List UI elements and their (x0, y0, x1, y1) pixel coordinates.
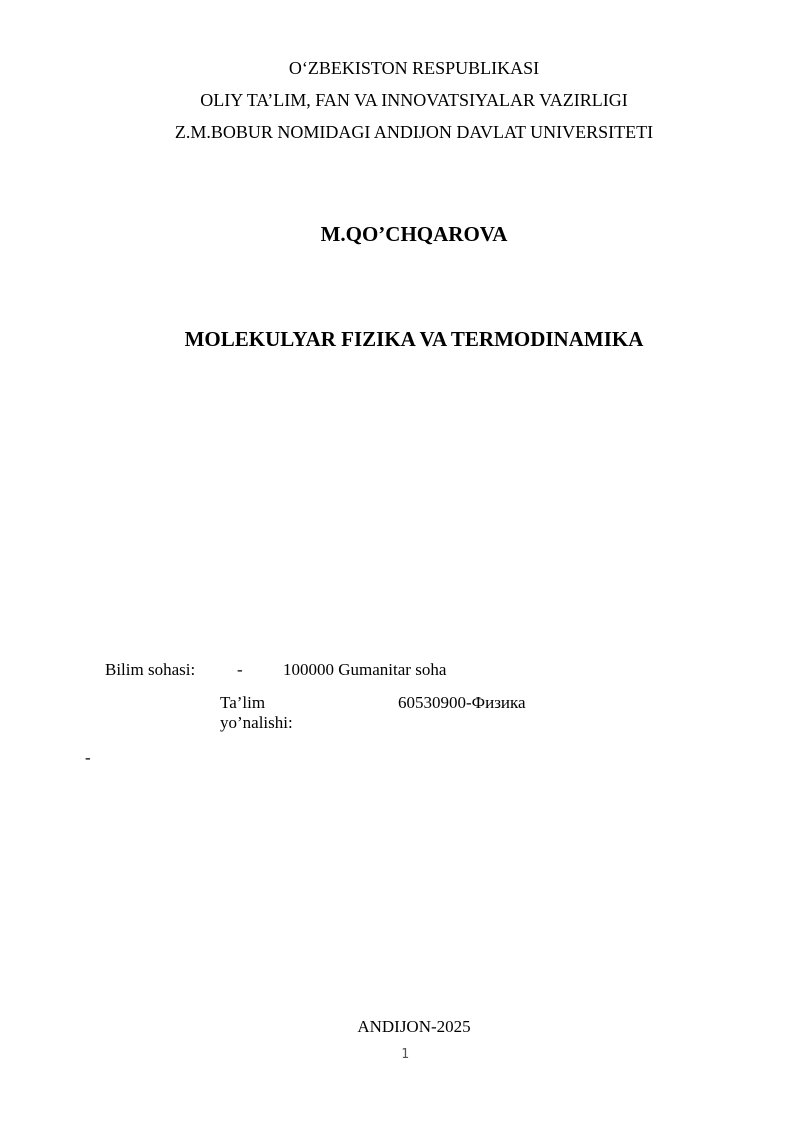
knowledge-area-value: 100000 Gumanitar soha (283, 660, 447, 679)
knowledge-area-label: Bilim sohasi: (105, 660, 196, 679)
page-number: 1 (401, 1047, 409, 1062)
ministry-country-heading: O‘ZBEKISTON RESPUBLIKASI (288, 58, 540, 78)
stray-dash: - (85, 748, 91, 767)
ministry-name-heading: OLIY TA’LIM, FAN VA INNOVATSIYALAR VAZIRLIGI (200, 90, 628, 110)
document-title: MOLEKULYAR FIZIKA VA TERMODINAMIKA (184, 327, 644, 351)
author-name: M.QO’CHQAROVA (320, 222, 508, 246)
education-direction-value: 60530900-Физика (398, 693, 526, 712)
education-direction-label: Ta’lim yo’nalishi: (220, 693, 293, 732)
knowledge-area-dash: - (237, 660, 243, 679)
university-name-heading: Z.M.BOBUR NOMIDAGI ANDIJON DAVLAT UNIVERSITETI (174, 122, 654, 142)
city-year: ANDIJON-2025 (357, 1017, 471, 1036)
